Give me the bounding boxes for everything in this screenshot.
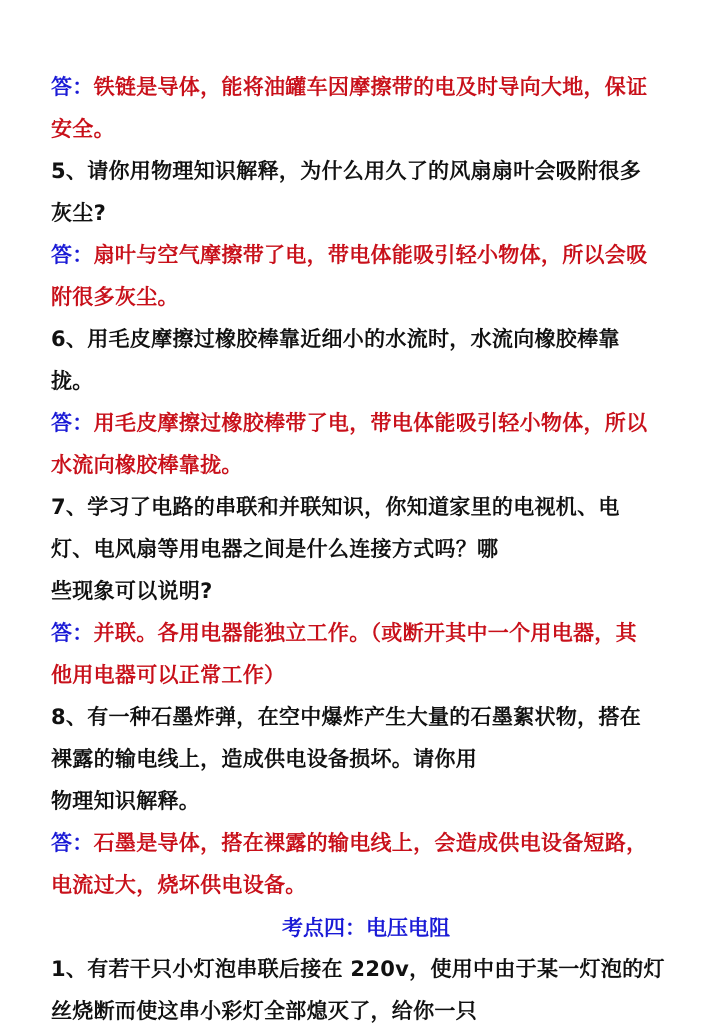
answer-text: 扇叶与空气摩擦带了电，带电体能吸引轻小物体，所以会吸 (93, 243, 648, 267)
answer-text: 并联。各用电器能独立工作。（或断开其中一个用电器，其 (93, 621, 637, 645)
question-block-7 (51, 486, 681, 612)
answer-label: 答： (51, 411, 94, 435)
question-text: 6、用毛皮摩擦过橡胶棒靠近细小的水流时，水流向橡胶棒靠 (51, 327, 620, 351)
answer-block (51, 822, 681, 906)
answer-label: 答： (51, 621, 94, 645)
answer-block (51, 402, 681, 486)
question-text: 8、有一种石墨炸弹，在空中爆炸产生大量的石墨絮状物，搭在 (51, 705, 642, 729)
question-block-1 (51, 948, 681, 1032)
document-page (51, 66, 681, 1032)
answer-text: 附很多灰尘。 (51, 285, 179, 309)
answer-line (51, 234, 681, 276)
question-text: 灯、电风扇等用电器之间是什么连接方式吗？哪 (51, 537, 499, 561)
question-text: 1、有若干只小灯泡串联后接在 220v，使用中由于某一灯泡的灯 (51, 957, 665, 981)
question-text: 物理知识解释。 (51, 789, 201, 813)
question-block-6 (51, 318, 681, 402)
answer-label: 答： (51, 243, 94, 267)
answer-text: 石墨是导体，搭在裸露的输电线上，会造成供电设备短路， (93, 831, 648, 855)
question-block-5 (51, 150, 681, 234)
answer-label: 答： (51, 831, 94, 855)
section-heading: 考点四：电压电阻 (282, 916, 450, 940)
answer-line (51, 822, 681, 864)
question-block-8 (51, 696, 681, 822)
question-text: 7、学习了电路的串联和并联知识，你知道家里的电视机、电 (51, 495, 620, 519)
answer-block (51, 234, 681, 318)
answer-text: 水流向橡胶棒靠拢。 (51, 453, 243, 477)
answer-block (51, 66, 681, 150)
answer-label: 答： (51, 75, 94, 99)
answer-block (51, 612, 681, 696)
answer-text: 电流过大，烧坏供电设备。 (51, 873, 307, 897)
question-text: 丝烧断而使这串小彩灯全部熄灭了，给你一只 (51, 999, 477, 1023)
question-text: 些现象可以说明? (51, 579, 213, 603)
answer-line (51, 612, 681, 654)
answer-text: 安全。 (51, 117, 115, 141)
answer-line (51, 402, 681, 444)
answer-text: 他用电器可以正常工作） (51, 663, 286, 687)
question-text: 裸露的输电线上，造成供电设备损坏。请你用 (51, 747, 477, 771)
question-text: 灰尘? (51, 201, 107, 225)
question-text: 拢。 (51, 369, 94, 393)
answer-text: 用毛皮摩擦过橡胶棒带了电，带电体能吸引轻小物体，所以 (93, 411, 648, 435)
answer-line (51, 66, 681, 108)
answer-text: 铁链是导体，能将油罐车因摩擦带的电及时导向大地，保证 (93, 75, 648, 99)
question-text: 5、请你用物理知识解释，为什么用久了的风扇扇叶会吸附很多 (51, 159, 642, 183)
